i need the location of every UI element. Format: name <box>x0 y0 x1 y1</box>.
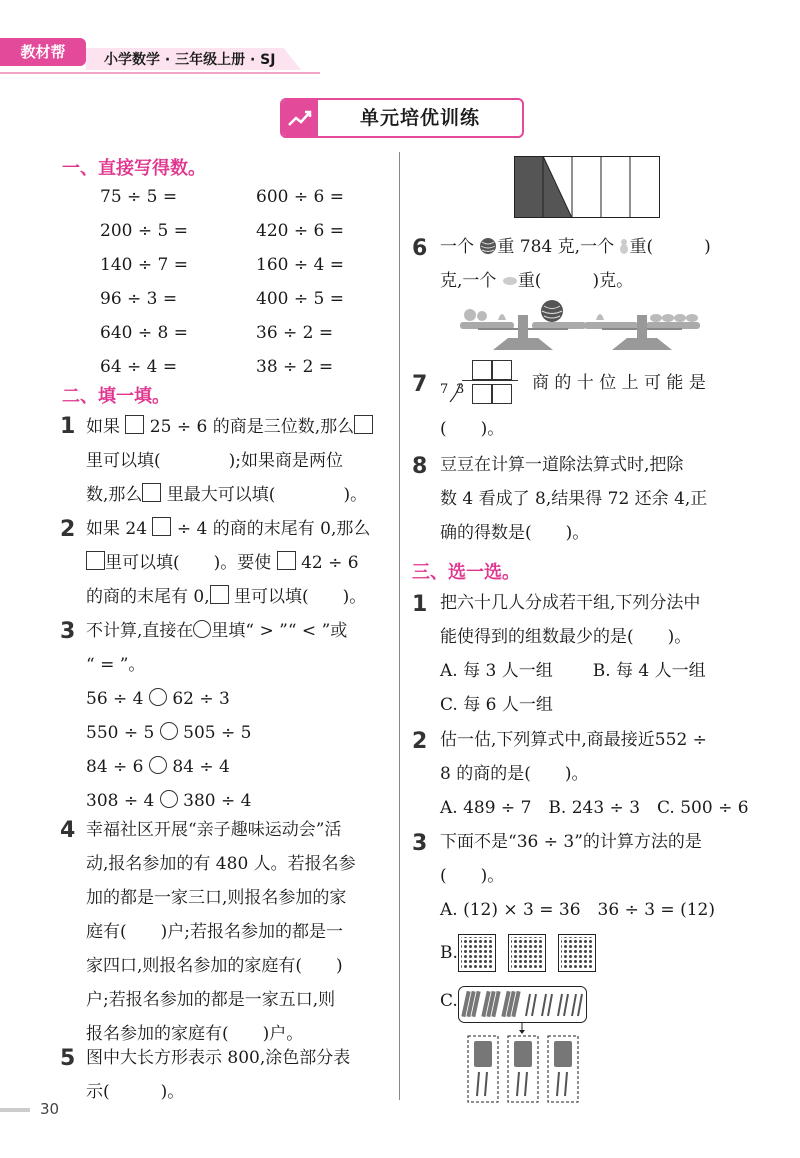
question-number: 7 <box>412 372 428 397</box>
fill-question-5: 图中大长方形表示 800,涂色部分表 示( )。 <box>86 1048 351 1102</box>
fill-question-4: 幸福社区开展“亲子趣味运动会”活 动,报名参加的有 480 人。若报名参 加的都是一家三口,则报名参加的家 庭有( )户;若报名参加的都是一 家四口,则报名参加的家庭有( ) 户;若报名参加的都是一家五口,则 报名参加的家庭有( )户。 <box>86 820 356 1044</box>
brand-tag: 教材帮 <box>0 38 86 66</box>
option-a[interactable]: A. (12) × 3 = 36 36 ÷ 3 = (12) <box>440 900 715 920</box>
compare-circle[interactable] <box>160 722 178 740</box>
question-number: 1 <box>412 592 428 617</box>
book-title: 小学数学 · 三年级上册 · SJ <box>104 52 276 68</box>
calc-item: 420 ÷ 6 = <box>256 221 344 241</box>
calc-item: 640 ÷ 8 = <box>100 323 188 343</box>
compare-circle[interactable] <box>193 620 211 638</box>
stick-bundles-figure <box>458 986 588 1104</box>
blank-box[interactable] <box>86 551 105 570</box>
dividend-digit: 3 <box>456 382 465 397</box>
calc-item: 600 ÷ 6 = <box>256 187 344 207</box>
dot-arrays <box>458 934 608 974</box>
compare-circle[interactable] <box>149 688 167 706</box>
calc-item: 38 ÷ 2 = <box>256 357 334 377</box>
fill-question-1: 如果 25 ÷ 6 的商是三位数,那么 里可以填( );如果商是两位 数,那么 里最大可以填( )。 <box>86 410 373 512</box>
unit-banner <box>280 98 524 138</box>
question-7-text: 商 的 十 位 上 可 能 是 <box>532 373 706 393</box>
section-2-title: 二、填一填。 <box>62 386 170 407</box>
blank-box[interactable] <box>277 551 296 570</box>
header-rule <box>0 72 320 74</box>
blank-box[interactable] <box>125 415 144 434</box>
balance-scale-2 <box>582 300 702 352</box>
watermelon-icon <box>479 237 497 255</box>
compare-circle[interactable] <box>149 756 167 774</box>
division-bar <box>462 380 518 381</box>
compare-circle[interactable] <box>160 790 178 808</box>
calc-item: 200 ÷ 5 = <box>100 221 188 241</box>
page-number: 30 <box>40 1100 60 1118</box>
calc-item: 36 ÷ 2 = <box>256 323 334 343</box>
page-bar <box>0 1108 30 1112</box>
fill-question-3: 不计算,直接在 里填“ > ”“ < ”或 “ = ”。 56 ÷ 4 62 ÷ 3 550 ÷ 5 505 ÷ 5 84 ÷ 6 84 ÷ 4 308 ÷ 4 380 ÷ 4 <box>86 621 348 811</box>
calc-item: 400 ÷ 5 = <box>256 289 344 309</box>
fill-question-8: 豆豆在计算一道除法算式时,把除 数 4 看成了 8,结果得 72 还余 4,正 确的得数是( )。 <box>440 455 708 543</box>
question-number: 3 <box>60 619 76 644</box>
quotient-box[interactable] <box>472 360 492 380</box>
divisor: 7 <box>440 382 449 397</box>
unit-title: 单元培优训练 <box>359 107 480 129</box>
question-number: 8 <box>412 454 428 479</box>
section-3-title: 三、选一选。 <box>412 562 520 583</box>
peanut-icon <box>502 275 518 287</box>
calc-item: 96 ÷ 3 = <box>100 289 178 309</box>
pear-icon <box>619 237 629 255</box>
fill-question-6: 一个 重 784 克,一个 重( ) 克,一个 重( )克。 <box>440 237 711 291</box>
option-b[interactable]: B. 每 4 人一组 <box>592 661 706 681</box>
option-c[interactable]: C. 每 6 人一组 <box>440 695 553 715</box>
choice-question-2: 估一估,下列算式中,商最接近552 ÷ 8 的商的是( )。 A. 489 ÷ 7 B. 243 ÷ 3 C. 500 ÷ 6 <box>440 723 749 825</box>
choice-question-1: 把六十几人分成若干组,下列分法中 能使得到的组数最少的是( )。 A. 每 3 人一组 B. 每 4 人一组 C. 每 6 人一组 <box>440 586 706 722</box>
blank-box[interactable] <box>354 415 373 434</box>
question-number: 4 <box>60 818 76 843</box>
option-c-label[interactable]: C. <box>440 991 458 1011</box>
question-7-blank: ( )。 <box>440 419 505 439</box>
calc-item: 140 ÷ 7 = <box>100 255 188 275</box>
quotient-box[interactable] <box>492 360 512 380</box>
section-1-title: 一、直接写得数。 <box>62 158 206 179</box>
blank-box[interactable] <box>210 585 229 604</box>
blank-box[interactable] <box>142 483 161 502</box>
choice-question-3: 下面不是“36 ÷ 3”的计算方法的是 ( )。 A. (12) × 3 = 36 36 ÷ 3 = (12) <box>440 825 715 927</box>
calc-item: 64 ÷ 4 = <box>100 357 178 377</box>
question-number: 5 <box>60 1046 76 1071</box>
long-division-figure <box>440 360 530 406</box>
dividend-box[interactable] <box>472 384 492 404</box>
calc-item: 160 ÷ 4 = <box>256 255 344 275</box>
s1-left-col <box>100 180 188 384</box>
question-number: 1 <box>60 414 76 439</box>
calc-item: 75 ÷ 5 = <box>100 187 178 207</box>
option-a[interactable]: A. 每 3 人一组 <box>440 661 553 681</box>
question-number: 2 <box>412 729 428 754</box>
blank-box[interactable] <box>152 517 171 536</box>
column-divider <box>399 152 400 1100</box>
fill-question-2: 如果 24 ÷ 4 的商的末尾有 0,那么 里可以填( )。要使 42 ÷ 6 的商的末尾有 0, 里可以填( )。 <box>86 519 371 607</box>
rectangle-figure <box>514 156 660 218</box>
options[interactable]: A. 489 ÷ 7 B. 243 ÷ 3 C. 500 ÷ 6 <box>440 798 749 818</box>
trend-up-icon <box>282 100 318 136</box>
question-number: 6 <box>412 236 428 261</box>
question-number: 3 <box>412 831 428 856</box>
balance-scale-1 <box>458 300 588 352</box>
s1-right-col <box>256 180 344 384</box>
dividend-box[interactable] <box>492 384 512 404</box>
question-number: 2 <box>60 517 76 542</box>
option-b-label[interactable]: B. <box>440 943 458 963</box>
